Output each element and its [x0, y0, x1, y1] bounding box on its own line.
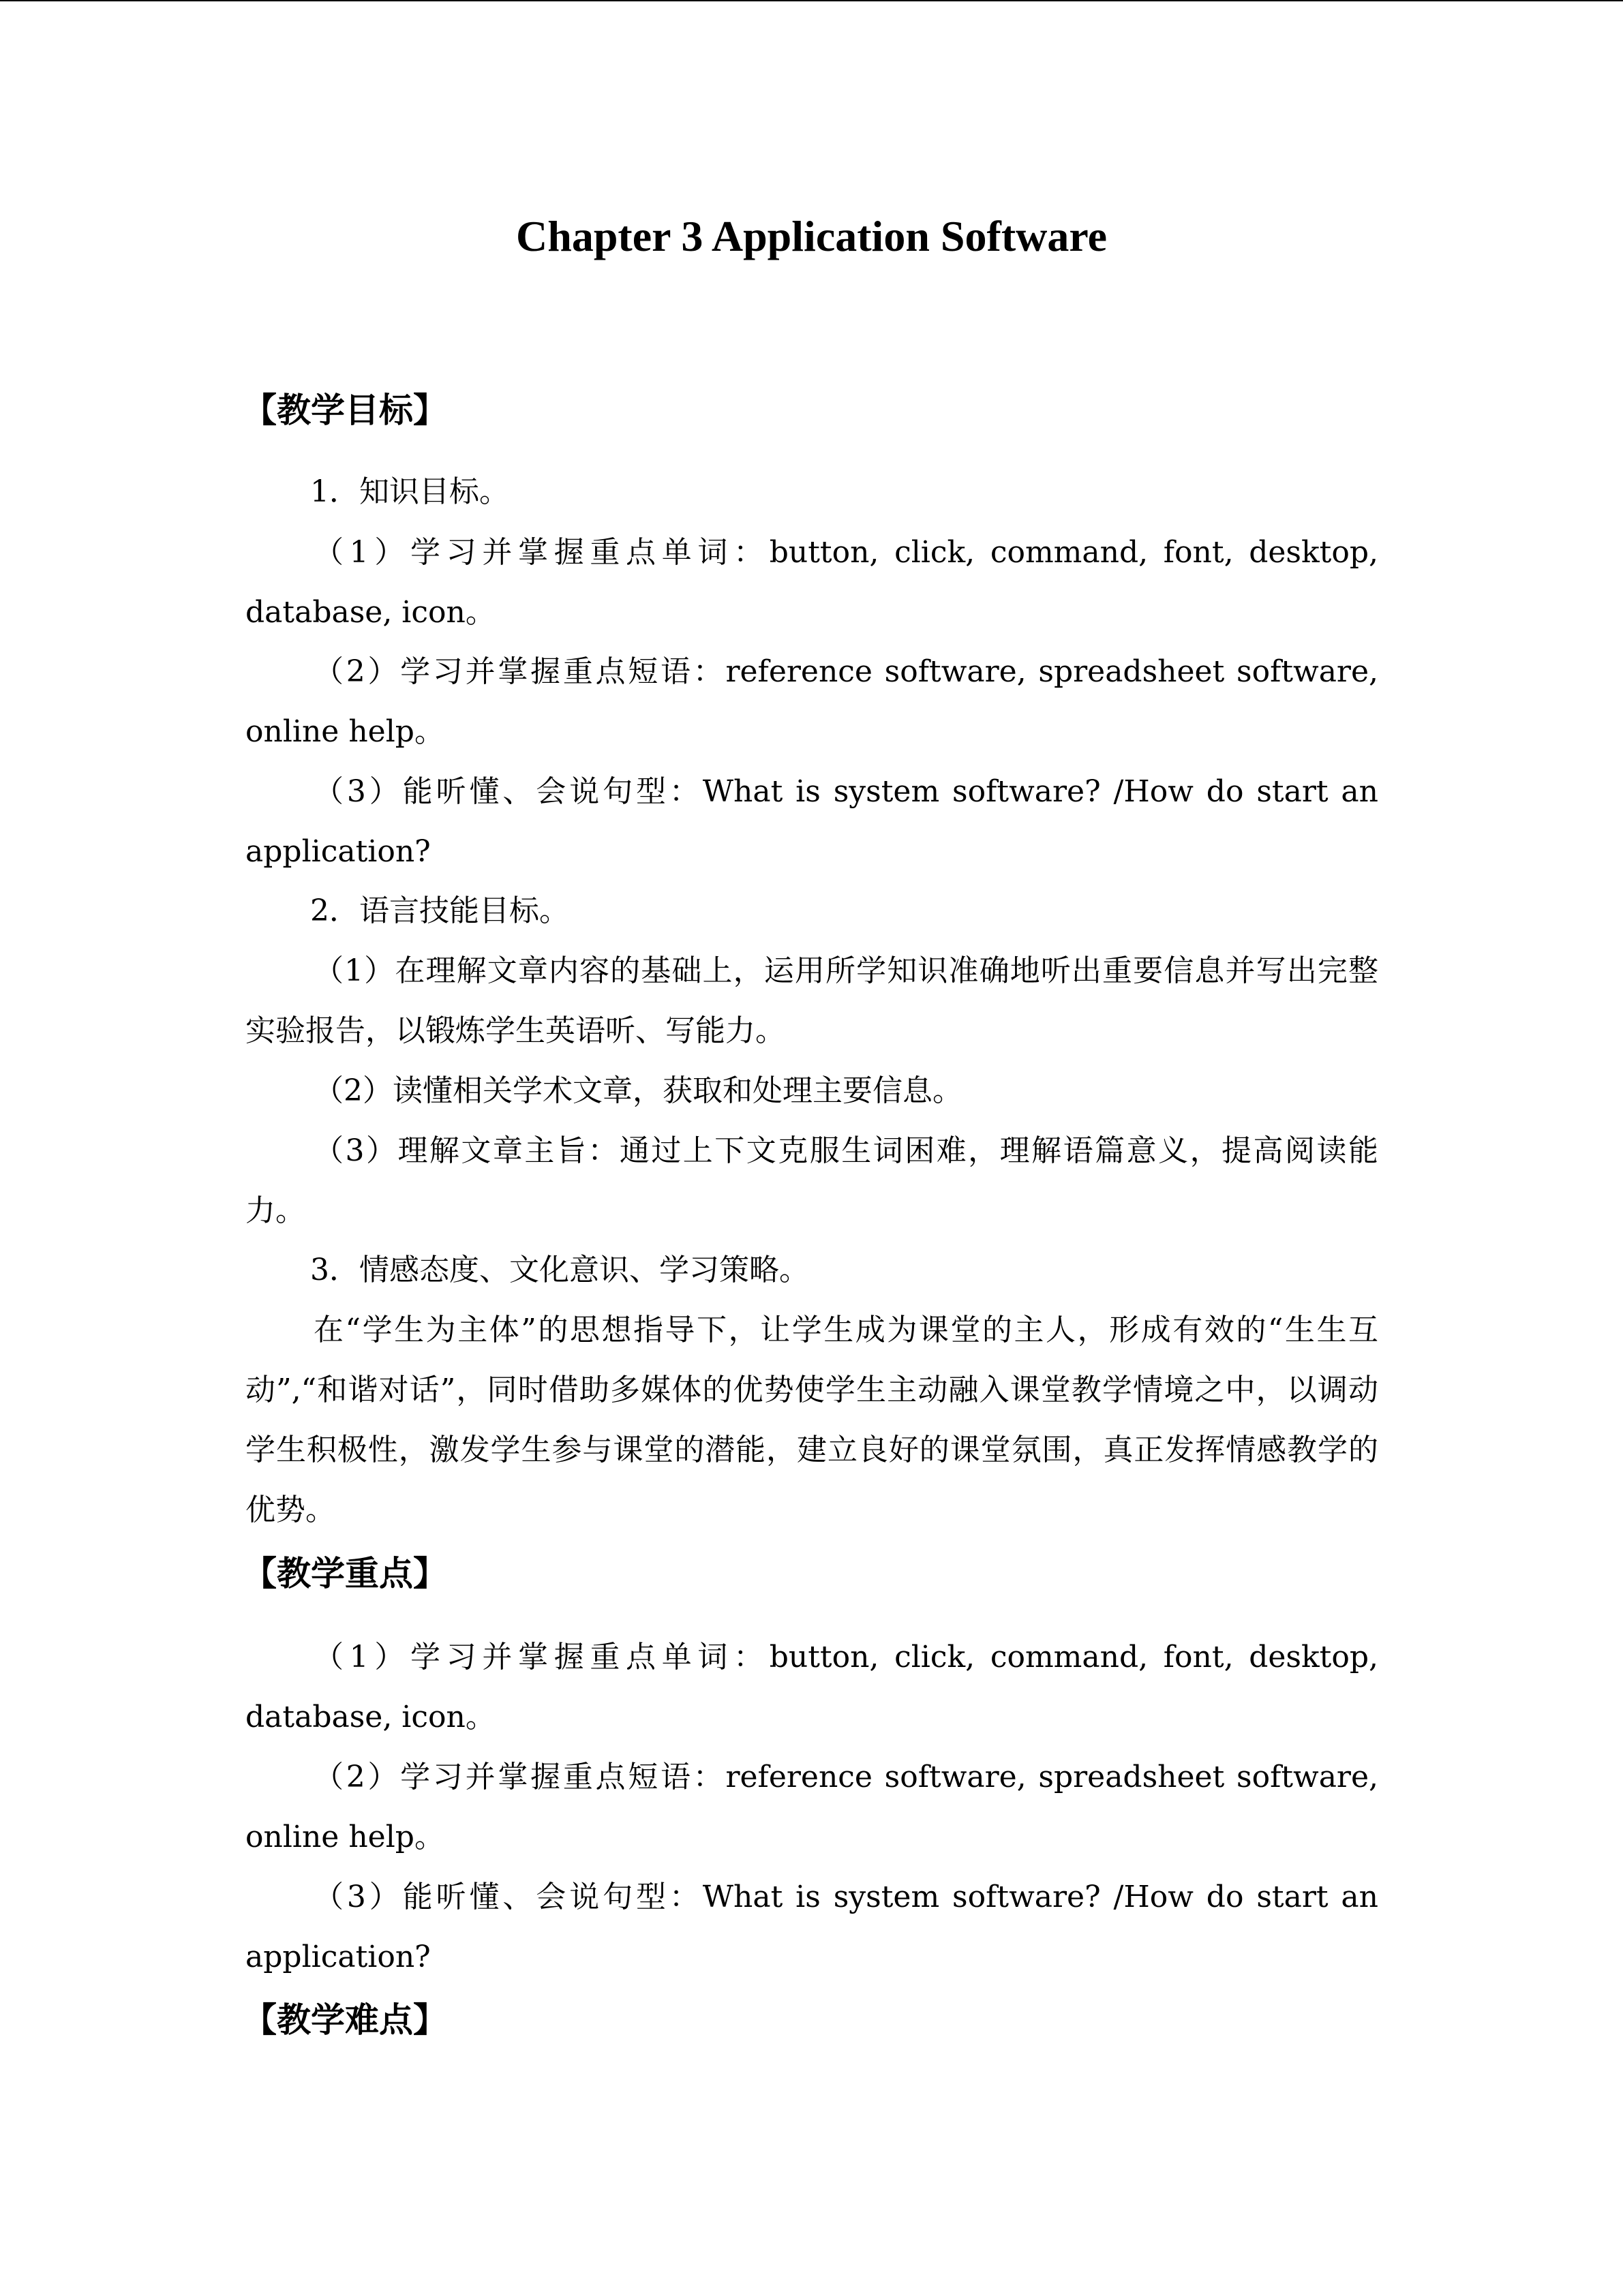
document-page — [0, 1, 1623, 2296]
skills-objective-1: （1）在理解文章内容的基础上，运用所学知识准确地听出重要信息并写出完整实验报告，以锻炼学生英语听、写能力。 — [245, 953, 1378, 1048]
section-heading-key-points: 【教学重点】 — [243, 1554, 447, 1593]
knowledge-objective-3: （3）能听懂、会说句型：What is system software? /How do start an application? — [245, 774, 1378, 869]
knowledge-objective-2: （2）学习并掌握重点短语：reference software, spreadsheet software, online help。 — [245, 654, 1378, 749]
section-heading-difficulties: 【教学难点】 — [243, 2000, 447, 2040]
key-point-2: （2）学习并掌握重点短语：reference software, spreadsheet software, online help。 — [245, 1760, 1378, 1854]
attitude-objective-title: 3．情感态度、文化意识、学习策略。 — [310, 1253, 809, 1287]
key-point-3: （3）能听懂、会说句型：What is system software? /How do start an application? — [245, 1880, 1378, 1974]
knowledge-objective-title: 1．知识目标。 — [310, 474, 509, 509]
skills-objective-2: （2）读懂相关学术文章，获取和处理主要信息。 — [314, 1073, 962, 1108]
knowledge-objective-1: （1）学习并掌握重点单词：button, click, command, font, desktop, database, icon。 — [245, 535, 1378, 630]
skills-objective-3: （3）理解文章主旨：通过上下文克服生词困难，理解语篇意义，提高阅读能力。 — [245, 1133, 1378, 1228]
skills-objective-title: 2．语言技能目标。 — [310, 893, 569, 928]
page-title: Chapter 3 Application Software — [516, 212, 1107, 260]
attitude-objective-text: 在“学生为主体”的思想指导下，让学生成为课堂的主人，形成有效的“生生互动”,“和谐对话”，同时借助多媒体的优势使学生主动融入课堂教学情境之中，以调动学生积极性，激发学生参与课堂的潜能，建立良好的课堂氛围，真正发挥情感教学的优势。 — [245, 1313, 1378, 1527]
section-heading-objectives: 【教学目标】 — [243, 391, 447, 430]
key-point-1: （1）学习并掌握重点单词：button, click, command, font, desktop, database, icon。 — [245, 1640, 1378, 1734]
